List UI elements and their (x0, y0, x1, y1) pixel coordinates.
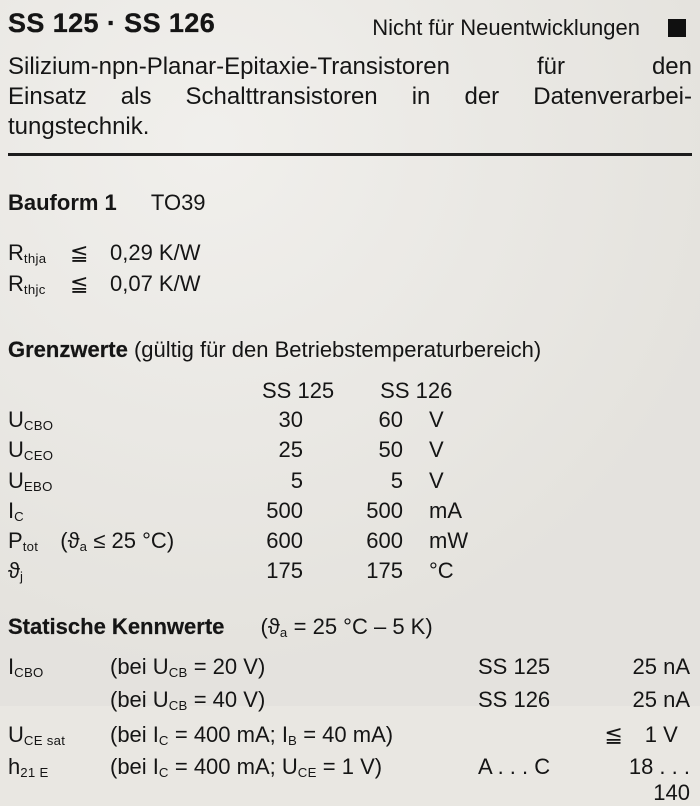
header (8, 8, 692, 41)
parameter-value: ≦ 1 V (604, 721, 690, 747)
parameter-value: 25 nA (632, 654, 690, 680)
thermal-resistance-block (8, 240, 692, 302)
grenzwerte-heading (8, 337, 692, 363)
parameter-symbol: $h_{21 E}$ (8, 753, 49, 781)
parameter-symbol: $ϑ_j$ (8, 558, 24, 585)
column-header-ss126: SS 126 (380, 378, 453, 404)
grenzwerte-table (8, 408, 692, 589)
table-row (8, 654, 692, 686)
table-row (8, 722, 692, 754)
parameter-symbol: $R_{thja}$ (8, 240, 47, 267)
table-row (8, 559, 692, 589)
value-ss126: 5 (390, 467, 403, 493)
value-ss126: 50 (378, 437, 403, 463)
description-paragraph (8, 52, 692, 142)
parameter-value: 0,07 K/W (110, 271, 201, 297)
value-ss125: 30 (278, 407, 303, 433)
parameter-symbol: $U_{EBO}$ (8, 467, 53, 494)
description-line: Einsatz als Schalttransistoren in der Datenverarbei- (8, 83, 692, 110)
value-ss125: 5 (290, 467, 303, 493)
table-row (8, 687, 692, 719)
unit: mA (429, 497, 462, 523)
kennwerte-heading (8, 614, 692, 640)
unit: mW (429, 527, 469, 553)
bauform-label: Bauform 1 (8, 190, 117, 215)
parameter-symbol (8, 687, 110, 719)
unit: V (429, 437, 444, 463)
unit: V (429, 407, 444, 433)
description-line: Silizium-npn-Planar-Epitaxie-Transistoren für den (8, 53, 692, 80)
parameter-symbol: $I_C$ (8, 497, 24, 524)
parameter-symbol: $U_{CEO}$ (8, 437, 54, 464)
parameter-symbol: $U_{CBO}$ (8, 407, 54, 434)
bauform-row (8, 190, 692, 216)
page-title: SS 125 · SS 126 (8, 8, 216, 38)
test-condition: (bei $U_{CB} = 20$ V) (110, 654, 266, 681)
kennwerte-table (8, 654, 692, 805)
parameter-value: 18 . . . 140 (628, 753, 690, 805)
type-designation: A . . . C (478, 753, 551, 779)
value-ss126: 600 (366, 527, 403, 553)
relation-symbol: ≦ (70, 271, 89, 297)
parameter-symbol: $R_{thjc}$ (8, 271, 46, 298)
grenzwerte-column-headers (8, 378, 692, 404)
section-title: Statische Kennwerte (8, 614, 225, 640)
value-ss126: 60 (378, 407, 403, 433)
parameter-value: 25 nA (632, 686, 690, 712)
thermal-row (8, 240, 692, 271)
test-condition: (bei $I_C = 400$ mA; $I_B = 40$ mA) (110, 721, 394, 748)
table-row (8, 529, 692, 559)
test-condition: (bei $I_C = 400$ mA; $U_{CE} = 1$ V) (110, 753, 383, 781)
black-square-icon (668, 19, 686, 37)
table-row (8, 408, 692, 438)
section-note: (gültig für den Betriebstemperaturbereich) (133, 337, 542, 363)
value-ss125: 500 (266, 497, 303, 523)
table-row (8, 499, 692, 529)
type-designation (478, 722, 598, 754)
table-row (8, 469, 692, 499)
column-header-ss125: SS 125 (262, 378, 335, 404)
description-line: tungstechnik. (8, 113, 150, 140)
table-row (8, 754, 692, 806)
horizontal-divider (8, 153, 692, 156)
header-note-group (372, 15, 686, 41)
parameter-symbol: $I_{CBO}$ (8, 654, 44, 681)
parameter-value: 0,29 K/W (110, 240, 201, 265)
thermal-row (8, 271, 692, 302)
type-designation: SS 126 (478, 686, 551, 712)
parameter-symbol: $P_{tot}$ ($ϑ_a \le 25$ °C) (8, 527, 175, 555)
unit: V (429, 467, 444, 493)
package-name: TO39 (150, 190, 206, 215)
section-title: Grenzwerte (8, 337, 128, 363)
value-ss125: 25 (278, 437, 303, 463)
type-designation: SS 125 (478, 654, 551, 680)
value-ss125: 600 (266, 527, 303, 553)
value-ss126: 175 (366, 558, 403, 584)
parameter-symbol: $U_{CE sat}$ (8, 721, 66, 748)
value-ss126: 500 (366, 497, 403, 523)
table-row (8, 438, 692, 468)
header-note: Nicht für Neuentwicklungen (372, 15, 640, 40)
value-ss125: 175 (266, 558, 303, 584)
section-note: ($ϑ_a = 25$ °C – 5 K) (260, 614, 433, 641)
relation-symbol: ≦ (70, 240, 89, 265)
unit: °C (429, 558, 454, 584)
test-condition: (bei $U_{CB} = 40$ V) (110, 686, 266, 713)
